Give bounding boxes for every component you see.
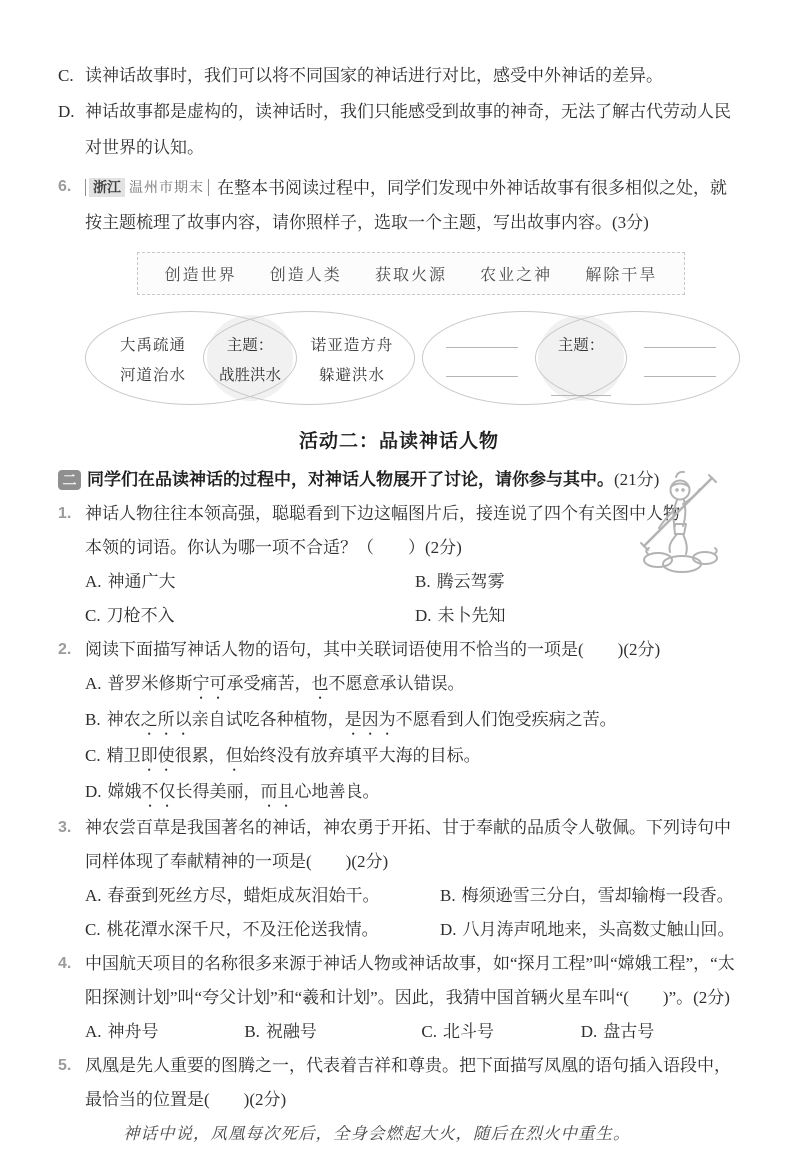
tag-divider — [208, 179, 209, 196]
answer-blank[interactable] — [551, 395, 611, 396]
score-label: (3分) — [612, 212, 649, 232]
tag-exam-name: 温州市期末 — [129, 179, 204, 195]
option-b[interactable]: B. 梅须逊雪三分白，雪却输梅一段香。 — [440, 885, 734, 905]
venn-example — [85, 309, 415, 409]
intro-text: 同学们在品读神话的过程中，对神话人物展开了讨论，请你参与其中。 — [87, 469, 614, 489]
option-a[interactable]: A. 神通广大 — [85, 571, 176, 591]
venn-left-blanks[interactable] — [446, 347, 518, 377]
question-number: 4. — [58, 954, 72, 972]
question-2-stem: 阅读下面描写神话人物的语句，其中关联词语使用不恰当的一项是( )(2分) — [85, 639, 661, 659]
option-d[interactable]: D. 未卜先知 — [415, 605, 506, 625]
venn-blank — [422, 309, 740, 409]
monkey-king-on-cloud-icon — [628, 462, 736, 578]
question-1-stem: 神话人物往往本领高强，聪聪看到下边这幅图片后，接连说了四个有关图中人物本领的词语。你认为哪一项不合适？（ ）(2分) — [85, 503, 680, 557]
venn-right-blanks[interactable] — [644, 347, 716, 377]
option-c[interactable]: C. 精卫即使很累，但始终没有放弃填平大海的目标。 — [85, 745, 481, 765]
question-4-options — [85, 1015, 740, 1049]
option-a[interactable]: A. 神舟号 — [85, 1021, 159, 1041]
option-label: D. — [58, 102, 75, 121]
option-label: C. — [58, 66, 74, 85]
stem-text: 在整本书阅读过程中，同学们发现中外神话故事有很多相似之处，就按主题梳理了故事内容，请你照样子，选取一个主题，写出故事内容。 — [85, 178, 727, 232]
answer-blank[interactable] — [446, 347, 518, 348]
theme-item: 农业之神 — [480, 266, 553, 284]
question-4-stem: 中国航天项目的名称很多来源于神话人物或神话故事，如“探月工程”叫“嫦娥工程”，“太阳探测计划”叫“夸父计划”和“羲和计划”。因此，我猜中国首辆火星车叫“( )”。(2分) — [85, 953, 735, 1007]
question-number: 3. — [58, 818, 72, 836]
tag-divider — [85, 179, 86, 196]
prev-option-d — [58, 94, 740, 166]
option-d[interactable]: D. 八月涛声吼地来，头高数丈触山回。 — [440, 919, 735, 939]
section-header: 活动二：品读神话人物 — [298, 430, 499, 452]
venn-right-text: 诺亚造方舟 躲避洪水 — [310, 336, 394, 384]
theme-item: 创造人类 — [269, 266, 342, 284]
question-4 — [58, 947, 740, 1049]
option-text: 神话故事都是虚构的，读神话时，我们只能感受到故事的神奇，无法了解古代劳动人民对世界的认知。 — [85, 102, 731, 157]
exam-source-tag — [85, 170, 209, 204]
option-d[interactable]: D. 嫦娥不仅长得美丽，而且心地善良。 — [85, 781, 380, 801]
venn-center-text: 主题： 战胜洪水 — [218, 336, 281, 384]
question-6 — [58, 170, 740, 409]
question-number: 2. — [58, 640, 72, 658]
monkey-king-illustration — [628, 462, 736, 578]
answer-blank[interactable] — [446, 376, 518, 377]
prev-option-c — [58, 58, 740, 94]
question-3 — [58, 811, 740, 947]
option-b[interactable]: B. 神农之所以亲自试吃各种植物，是因为不愿看到人们饱受疾病之苦。 — [85, 709, 617, 729]
question-3-stem: 神农尝百草是我国著名的神话，神农勇于开拓、甘于奉献的品质令人敬佩。下列诗句中同样体现了奉献精神的一项是( )(2分) — [85, 817, 731, 871]
section-badge: 二 — [58, 470, 81, 490]
question-number: 6. — [58, 178, 72, 195]
option-c[interactable]: C. 刀枪不入 — [85, 605, 175, 625]
option-d[interactable]: D. 盘古号 — [580, 1021, 655, 1041]
option-b[interactable]: B. 祝融号 — [244, 1021, 317, 1041]
question-5 — [58, 1049, 740, 1151]
option-c[interactable]: C. 北斗号 — [421, 1021, 494, 1041]
question-5-quote: 神话中说，凤凰每次死后，全身会燃起大火，随后在烈火中重生。 — [123, 1123, 631, 1143]
option-a[interactable]: A. 春蚕到死丝方尽，蜡炬成灰泪始干。 — [85, 885, 380, 905]
tag-region: 浙江 — [89, 178, 125, 197]
score-label: (21分) — [614, 469, 660, 489]
theme-item: 解除干旱 — [585, 266, 658, 284]
option-text: 读神话故事时，我们可以将不同国家的神话进行对比，感受中外神话的差异。 — [85, 66, 663, 85]
question-2 — [58, 633, 740, 811]
theme-word-bank — [137, 252, 685, 295]
venn-center-blank[interactable]: 主题： — [538, 331, 624, 407]
theme-item: 获取火源 — [374, 266, 447, 284]
option-c[interactable]: C. 桃花潭水深千尺，不及汪伦送我情。 — [85, 919, 379, 939]
option-a[interactable]: A. 普罗米修斯宁可承受痛苦，也不愿意承认错误。 — [85, 673, 465, 693]
question-number: 1. — [58, 504, 72, 522]
question-5-stem: 凤凰是先人重要的图腾之一，代表着吉祥和尊贵。把下面描写凤凰的语句插入语段中，最恰当的位置是( )(2分) — [85, 1055, 731, 1109]
answer-blank[interactable] — [644, 347, 716, 348]
question-6-stem — [85, 170, 740, 240]
venn-left-text: 大禹疏通 河道治水 — [119, 336, 186, 384]
question-number: 5. — [58, 1056, 72, 1074]
venn-diagrams — [85, 309, 740, 409]
answer-blank[interactable] — [644, 376, 716, 377]
option-b[interactable]: B. 腾云驾雾 — [415, 571, 505, 591]
theme-item: 创造世界 — [164, 266, 237, 284]
question-3-options — [85, 879, 740, 947]
page-content — [58, 58, 740, 1151]
